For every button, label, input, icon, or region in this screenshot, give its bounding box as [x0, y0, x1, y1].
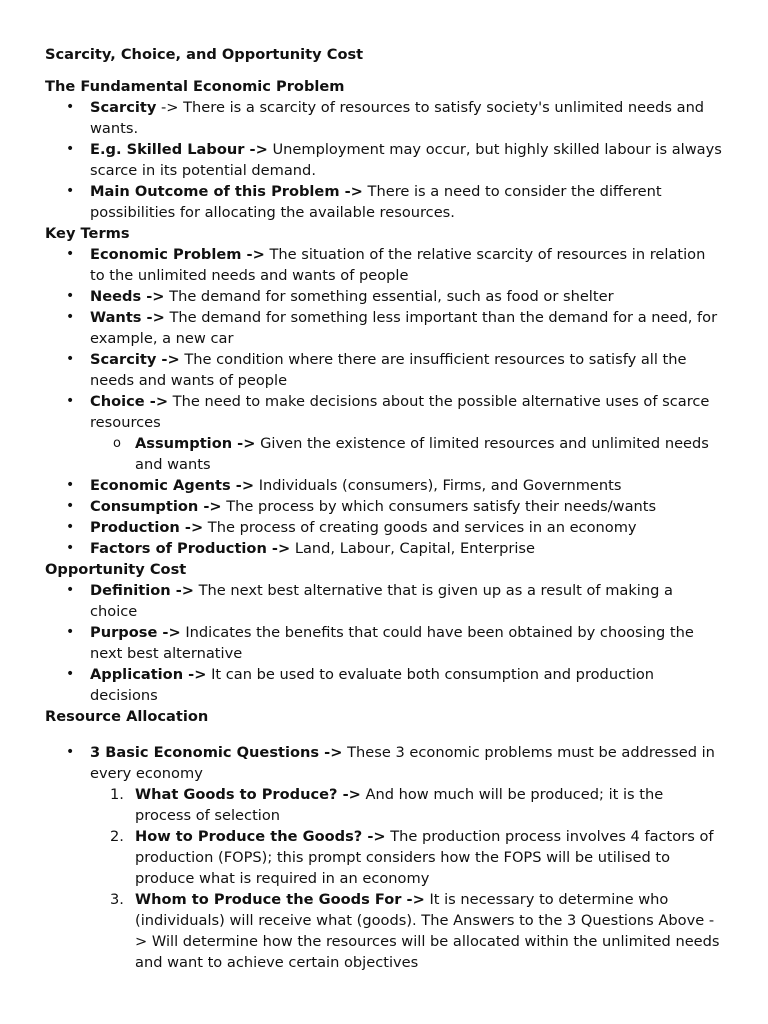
blank-line	[45, 727, 722, 742]
list-key-terms	[45, 244, 722, 559]
list-item	[90, 496, 722, 517]
list-item	[90, 622, 722, 664]
term-text: The demand for something less important than the demand for a need, for example, a new car	[90, 309, 718, 347]
list-item	[90, 517, 722, 538]
numbered-item	[110, 889, 722, 973]
term-label: Definition ->	[90, 582, 194, 599]
list-fundamental-problem	[45, 97, 722, 223]
term-text: Individuals (consumers), Firms, and Governments	[254, 477, 622, 494]
list-item	[90, 139, 722, 181]
sublist-choice	[90, 433, 722, 475]
sub-list-item	[135, 433, 722, 475]
list-item	[90, 391, 722, 475]
term-text: These 3 economic problems must be addressed in every economy	[90, 744, 715, 782]
list-item	[90, 181, 722, 223]
term-arrow: ->	[156, 99, 184, 116]
numbered-questions	[90, 784, 722, 973]
term-text: The situation of the relative scarcity of resources in relation to the unlimited needs and wants of people	[90, 246, 706, 284]
item-number: 3.	[110, 891, 124, 908]
list-item	[90, 580, 722, 622]
list-item	[90, 307, 722, 349]
term-label: Choice ->	[90, 393, 169, 410]
term-text: There is a need to consider the different possibilities for allocating the available resources.	[90, 183, 662, 221]
list-resource-allocation	[45, 742, 722, 973]
term-text: The process by which consumers satisfy their needs/wants	[221, 498, 657, 515]
term-label: Application ->	[90, 666, 207, 683]
term-label: How to Produce the Goods? ->	[135, 828, 386, 845]
term-label: Economic Problem ->	[90, 246, 265, 263]
numbered-item	[110, 826, 722, 889]
heading-opportunity-cost: Opportunity Cost	[45, 561, 187, 578]
term-text: Unemployment may occur, but highly skilled labour is always scarce in its potential demand.	[90, 141, 722, 179]
term-text: There is a scarcity of resources to satisfy society's unlimited needs and wants.	[90, 99, 705, 137]
term-label: Scarcity ->	[90, 351, 180, 368]
term-text: It is necessary to determine who (individuals) will receive what (goods). The Answers to the 3 Questions Above -> Will determine how the resources will be allocated within the unlimited needs and want to achieve certain objectives	[135, 891, 720, 971]
term-text: The process of creating goods and services in an economy	[203, 519, 637, 536]
document-title: Scarcity, Choice, and Opportunity Cost	[45, 46, 364, 63]
term-label: Consumption ->	[90, 498, 222, 515]
term-text: The need to make decisions about the possible alternative uses of scarce resources	[90, 393, 710, 431]
list-item	[90, 742, 722, 973]
list-item	[90, 664, 722, 706]
term-label: Wants ->	[90, 309, 165, 326]
term-text: Given the existence of limited resources and unlimited needs and wants	[135, 435, 709, 473]
term-label: E.g. Skilled Labour ->	[90, 141, 268, 158]
term-text: Indicates the benefits that could have been obtained by choosing the next best alternative	[90, 624, 694, 662]
term-label: Purpose ->	[90, 624, 181, 641]
term-label: Assumption ->	[135, 435, 256, 452]
term-label: Needs ->	[90, 288, 165, 305]
heading-fundamental-problem: The Fundamental Economic Problem	[45, 78, 345, 95]
term-text: The demand for something essential, such as food or shelter	[164, 288, 614, 305]
term-label: 3 Basic Economic Questions ->	[90, 744, 343, 761]
term-label: Factors of Production ->	[90, 540, 291, 557]
heading-resource-allocation: Resource Allocation	[45, 708, 209, 725]
list-item	[90, 244, 722, 286]
term-text: The condition where there are insufficient resources to satisfy all the needs and wants of people	[90, 351, 687, 389]
item-number: 1.	[110, 786, 124, 803]
term-label: Economic Agents ->	[90, 477, 255, 494]
list-item	[90, 538, 722, 559]
heading-key-terms: Key Terms	[45, 225, 130, 242]
item-number: 2.	[110, 828, 124, 845]
term-text: It can be used to evaluate both consumption and production decisions	[90, 666, 655, 704]
term-label: Scarcity	[90, 99, 157, 116]
list-item	[90, 475, 722, 496]
term-text: The production process involves 4 factors of production (FOPS); this prompt considers how the FOPS will be utilised to produce what is required in an economy	[135, 828, 714, 887]
term-text: And how much will be produced; it is the process of selection	[135, 786, 664, 824]
term-label: Production ->	[90, 519, 204, 536]
list-item	[90, 349, 722, 391]
term-label: Whom to Produce the Goods For ->	[135, 891, 425, 908]
term-text: The next best alternative that is given up as a result of making a choice	[90, 582, 673, 620]
list-opportunity-cost	[45, 580, 722, 706]
term-text: Land, Labour, Capital, Enterprise	[290, 540, 536, 557]
list-item	[90, 286, 722, 307]
term-label: What Goods to Produce? ->	[135, 786, 361, 803]
list-item	[90, 97, 722, 139]
numbered-item	[110, 784, 722, 826]
term-label: Main Outcome of this Problem ->	[90, 183, 363, 200]
